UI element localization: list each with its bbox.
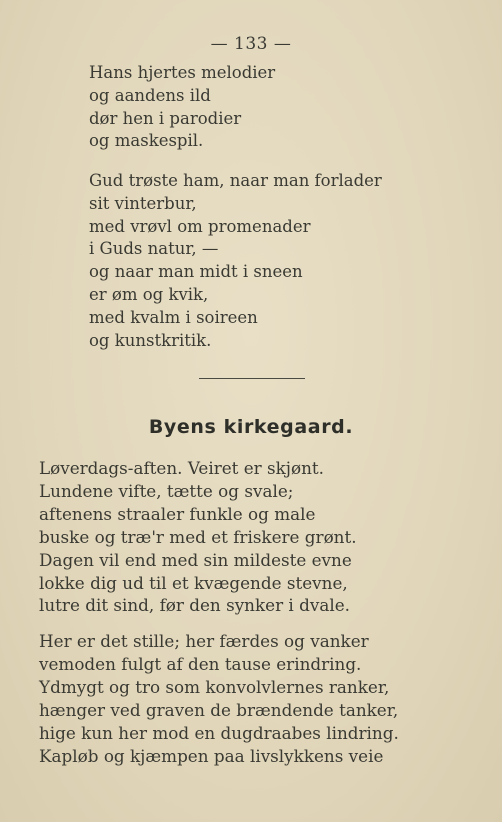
verse-line: og aandens ild xyxy=(89,85,211,105)
verse-line: lokke dig ud til et kvægende stevne, xyxy=(39,572,348,593)
verse-line: aftenens straaler funkle og male xyxy=(39,503,316,524)
verse-line: Hans hjertes melodier xyxy=(89,63,276,82)
stanza xyxy=(89,62,275,153)
verse-line: Ydmygt og tro som konvolvlernes ranker, xyxy=(39,676,390,697)
verse-line: sit vinterbur, xyxy=(89,193,197,213)
verse-line: Gud trøste ham, naar man forlader xyxy=(89,171,382,190)
section-divider xyxy=(199,378,305,379)
verse-line: vemoden fulgt af den tause erindring. xyxy=(39,653,362,674)
verse-line: hænger ved graven de brændende tanker, xyxy=(39,699,399,720)
verse-line: Dagen vil end med sin mildeste evne xyxy=(39,549,352,570)
stanza xyxy=(89,170,382,352)
verse-line: Kapløb og kjæmpen paa livslykkens veie xyxy=(39,745,384,766)
verse-line: og maskespil. xyxy=(89,131,204,151)
verse-line: i Guds natur, — xyxy=(89,239,219,259)
stanza xyxy=(39,630,399,767)
stanza xyxy=(39,457,357,617)
verse-line: er øm og kvik, xyxy=(89,284,209,304)
verse-line: med vrøvl om promenader xyxy=(89,216,311,236)
verse-line: med kvalm i soireen xyxy=(89,307,258,327)
poem-title: Byens kirkegaard. xyxy=(148,416,354,438)
verse-line: og naar man midt i sneen xyxy=(89,262,303,282)
verse-line: hige kun her mod en dugdraabes lindring. xyxy=(39,722,399,743)
page-number: — 133 — xyxy=(210,34,292,54)
verse-line: Her er det stille; her færdes og vanker xyxy=(39,631,369,651)
verse-line: buske og træ'r med et friskere grønt. xyxy=(39,526,357,547)
verse-line: Lundene vifte, tætte og svale; xyxy=(39,480,294,501)
verse-line: Løverdags-aften. Veiret er skjønt. xyxy=(39,458,324,478)
verse-line: og kunstkritik. xyxy=(89,330,212,350)
verse-line: lutre dit sind, før den synker i dvale. xyxy=(39,595,350,616)
verse-line: dør hen i parodier xyxy=(89,108,242,128)
